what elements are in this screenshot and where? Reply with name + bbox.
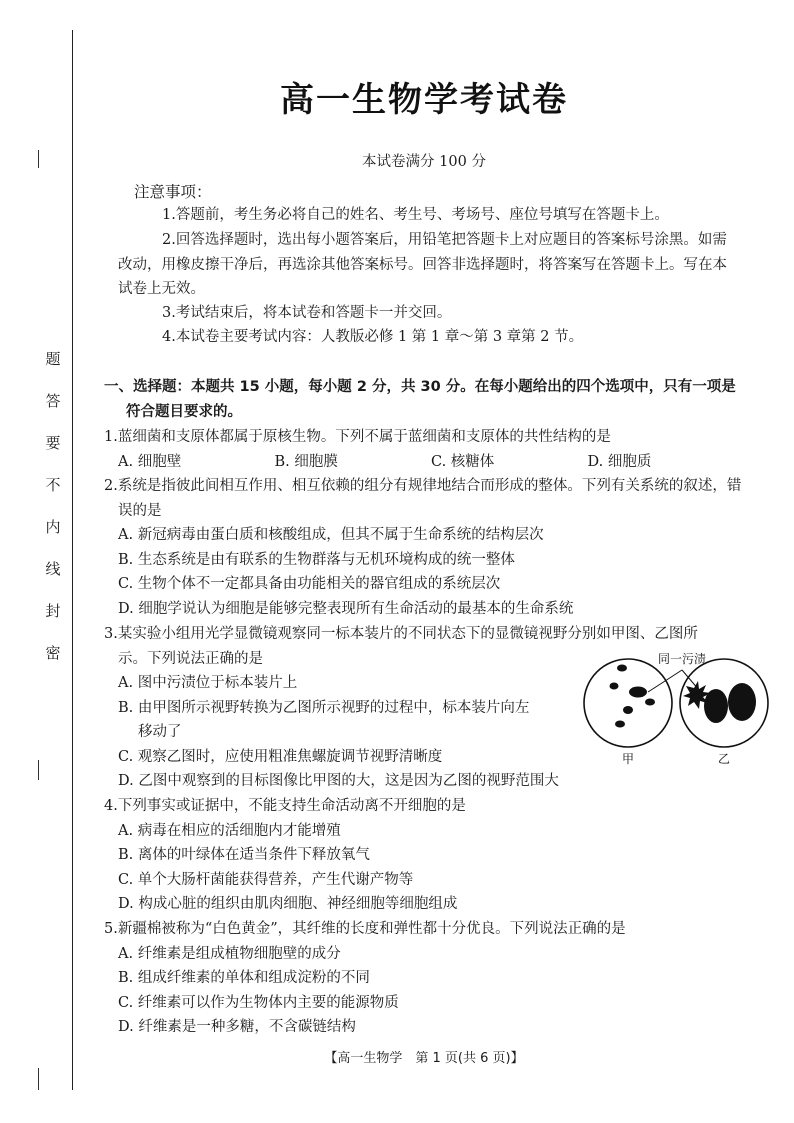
microscope-figure: [582, 648, 772, 768]
option-d: D. 纤维素是一种多糖，不含碳链结构: [118, 1019, 356, 1035]
margin-char: 密: [45, 644, 61, 662]
field-a-cell: [615, 721, 625, 728]
option-b: B. 组成纤维素的单体和组成淀粉的不同: [118, 970, 370, 986]
option-d: D. 构成心脏的组织由肌肉细胞、神经细胞等细胞组成: [118, 896, 458, 912]
note-item: 4.本试卷主要考试内容：人教版必修 1 第 1 章～第 3 章第 2 节。: [162, 329, 584, 345]
page-title: 高一生物学考试卷: [280, 80, 568, 120]
field-a-cell: [617, 665, 627, 672]
margin-char: 题: [45, 350, 61, 368]
option-a: A. 纤维素是组成植物细胞壁的成分: [118, 945, 341, 962]
option-c: C. 生物个体不一定都具备由功能相关的器官组成的系统层次: [118, 576, 501, 592]
full-score-note: 本试卷满分 100 分: [362, 154, 486, 170]
section-heading: 一、选择题：本题共 15 小题，每小题 2 分，共 30 分。在每小题给出的四个选项中，只有一项是符合题目要求的。: [104, 379, 736, 420]
note-item: 3.考试结束后，将本试卷和答题卡一并交回。: [162, 305, 452, 321]
margin-tick: [38, 1068, 39, 1090]
question-stem: 1.蓝细菌和支原体都属于原核生物。下列不属于蓝细菌和支原体的共性结构的是: [104, 429, 611, 445]
margin-tick: [38, 760, 39, 780]
label-yi: 乙: [717, 752, 731, 766]
field-a-circle: [584, 659, 672, 747]
option-c: C. 纤维素可以作为生物体内主要的能源物质: [118, 994, 399, 1011]
question-stem: 2.系统是指彼此间相互作用、相互依赖的组分有规律地结合而形成的整体。下列有关系统的叙述，错误的是: [104, 478, 742, 519]
option-b: B. 细胞膜: [274, 453, 338, 470]
field-a-cell: [623, 706, 633, 714]
margin-char: 线: [45, 560, 61, 578]
binding-line: [72, 30, 73, 1090]
option-a: A. 图中污渍位于标本装片上: [118, 675, 298, 691]
microscope-fields-diagram: [582, 648, 772, 768]
option-a: A. 细胞壁: [118, 453, 182, 470]
question-1: [104, 425, 744, 474]
option-b-continued: 移动了: [138, 724, 182, 740]
option-b: B. 离体的叶绿体在适当条件下释放氧气: [118, 847, 370, 863]
question-2: [104, 474, 744, 621]
field-a-cell: [629, 687, 647, 698]
option-d: D. 细胞学说认为细胞是能够完整表现所有生命活动的最基本的生命系统: [118, 600, 574, 617]
margin-char: 答: [45, 392, 61, 410]
margin-char: 内: [45, 518, 61, 536]
option-d: D. 乙图中观察到的目标图像比甲图的大，这是因为乙图的视野范围大: [118, 773, 559, 789]
margin-char: 不: [45, 476, 61, 494]
note-item: 1.答题前，考生务必将自己的姓名、考生号、考场号、座位号填写在答题卡上。: [162, 207, 669, 223]
question-options: [104, 450, 744, 475]
option-a: A. 病毒在相应的活细胞内才能增殖: [118, 822, 341, 839]
notes-title: 注意事项：: [134, 183, 212, 201]
question-stem-line-1: 3.某实验小组用光学显微镜观察同一标本装片的不同状态下的显微镜视野分别如甲图、乙图所: [104, 626, 698, 642]
field-a-cell: [610, 683, 619, 690]
margin-tick: [38, 150, 39, 168]
option-c: C. 核糖体: [431, 453, 495, 470]
field-b-cell: [728, 683, 756, 721]
option-a: A. 新冠病毒由蛋白质和核酸组成，但其不属于生命系统的结构层次: [118, 527, 544, 543]
option-b: B. 生态系统是由有联系的生物群落与无机环境构成的统一整体: [118, 551, 515, 568]
label-jia: 甲: [621, 752, 635, 766]
binding-margin-warning: [40, 352, 66, 688]
note-item: 2.回答选择题时，选出每小题答案后，用铅笔把答题卡上对应题目的答案标号涂黑。如需改动，用橡皮擦干净后，再选涂其他答案标号。回答非选择题时，将答案写在答题卡上。写在本试卷上无效。: [118, 232, 727, 297]
question-stem-line-2: 示。下列说法正确的是: [118, 650, 263, 667]
margin-char: 要: [45, 434, 61, 452]
stain-label: 同一污渍: [657, 652, 707, 666]
option-c: C. 观察乙图时，应使用粗准焦螺旋调节视野清晰度: [118, 748, 443, 765]
option-b: B. 由甲图所示视野转换为乙图所示视野的过程中，标本装片向左: [118, 699, 530, 716]
option-c: C. 单个大肠杆菌能获得营养，产生代谢产物等: [118, 871, 414, 888]
question-stem: 5.新疆棉被称为“白色黄金”，其纤维的长度和弹性都十分优良。下列说法正确的是: [104, 921, 626, 937]
question-5: [104, 917, 744, 1040]
option-d: D. 细胞质: [587, 453, 652, 470]
question-4: [104, 794, 744, 917]
question-stem: 4.下列事实或证据中，不能支持生命活动离不开细胞的是: [104, 798, 466, 814]
margin-char: 封: [45, 602, 61, 620]
field-a-cell: [645, 699, 655, 706]
page-footer: 【高一生物学 第 1 页(共 6 页)】: [324, 1051, 524, 1066]
